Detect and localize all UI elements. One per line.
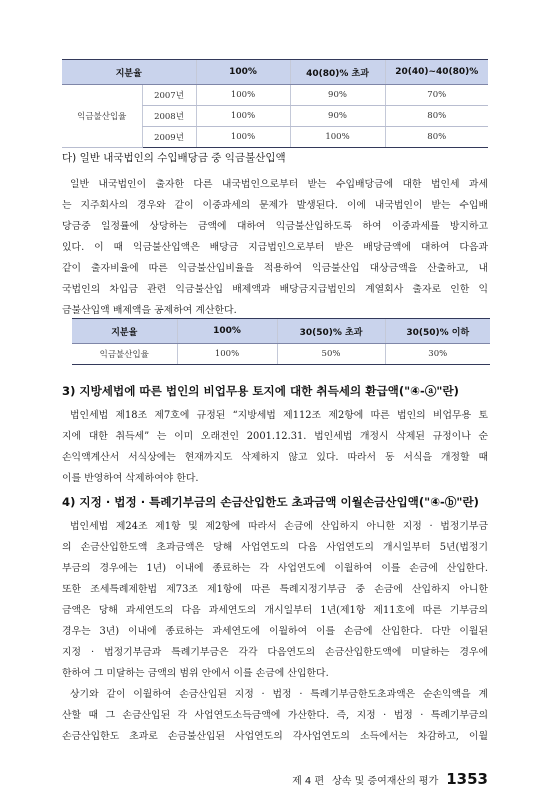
paragraph-line: 산할 때 그 손금산입된 각 사업연도소득금액에 가산한다. 즉, 지정 · 법정 · 특례기부금의 <box>62 710 488 721</box>
table-cell: 90% <box>290 85 385 106</box>
table-header-row <box>72 319 490 344</box>
paragraph-line: 국법인의 차입금 관련 익금불산입 배제액과 배당금지급법인의 계열회사 출자로 인한 익 <box>62 284 488 295</box>
paragraph-line: 일반 내국법인이 출자한 다른 내국법인으로부터 받는 수입배당금에 대한 법인세 과세 <box>70 179 488 190</box>
table-cell: 100% <box>196 106 290 127</box>
row-label: 익금불산입율 <box>72 344 177 365</box>
table-cell: 50% <box>277 344 385 365</box>
section-4-heading: 4) 지정 · 법정 · 특례기부금의 손금산입한도 초과금액 이월손금산입액("④-ⓑ"란) <box>62 495 479 509</box>
paragraph-line: 손익액계산서 서식상에는 현재까지도 삭제하지 않고 있다. 따라서 동 서식을 개정할 때 <box>62 452 488 463</box>
row-group-label: 익금불산입율 <box>62 85 142 148</box>
header-100-percent: 100% <box>177 319 277 344</box>
header-under-30-50: 30(50)% 이하 <box>385 319 490 344</box>
paragraph-line: 는 지주회사의 경우와 같이 이중과세의 문제가 발생된다. 이에 내국법인이 받는 수입배 <box>62 200 488 211</box>
section-4-paragraph <box>62 516 488 747</box>
paragraph-line: 의 손금산입한도액 초과금액은 당해 사업연도의 다음 사업연도의 개시일부터 5년(법정기 <box>62 542 488 553</box>
table-cell: 100% <box>196 127 290 148</box>
section-3-heading: 3) 지방세법에 따른 법인의 비업무용 토지에 대한 취득세의 환급액("④-ⓐ"란) <box>62 384 459 398</box>
header-over-30-50: 30(50)% 초과 <box>277 319 385 344</box>
paragraph-line: 이를 반영하여 삭제하여야 한다. <box>62 473 199 484</box>
paragraph-line: 지정 · 법정기부금과 특례기부금은 각각 다음연도의 손금산입한도액에 미달하는 경우에 <box>62 647 488 658</box>
table-header-row <box>62 60 488 85</box>
header-over-40-80: 40(80)% 초과 <box>290 60 385 85</box>
footer-chapter: 제 4 편 <box>292 776 325 787</box>
table-cell-year: 2008년 <box>142 106 196 127</box>
paragraph-line: 법인세법 제18조 제7호에 규정된 “지방세법 제112조 제2항에 따른 법인의 비업무용 토 <box>70 410 488 421</box>
paragraph-line: 있다. 이 때 익금불산입액은 배당금 지급법인으로부터 받은 배당금액에 대하여 다음과 <box>62 242 488 253</box>
page-footer <box>292 770 488 788</box>
paragraph-line: 법인세법 제24조 제1항 및 제2항에 따라서 손금에 산입하지 아니한 지정 · 법정기부금 <box>70 521 488 532</box>
paragraph-line: 경우는 3년) 이내에 종료하는 과세연도에 이월하여 이를 손금에 산입한다. 다만 이월된 <box>62 626 488 637</box>
header-20-40-to-40-80: 20(40)~40(80)% <box>385 60 488 85</box>
paragraph-line: 당금중 일정률에 상당하는 금액에 대하여 익금불산입하도록 하여 이중과세를 방지하고 <box>62 221 488 232</box>
table-cell: 80% <box>385 106 488 127</box>
paragraph-line: 금불산입액 배제액을 공제하여 계산한다. <box>62 305 237 316</box>
table-cell: 30% <box>385 344 490 365</box>
paragraph-line: 손금산입한도 초과로 손금불산입된 사업연도의 각사업연도의 소득에서는 차감하고, 이월 <box>62 731 488 742</box>
section-3-paragraph <box>62 405 488 489</box>
table-cell: 100% <box>290 127 385 148</box>
table-cell: 100% <box>196 85 290 106</box>
table-cell: 80% <box>385 127 488 148</box>
table-row <box>62 85 488 106</box>
table-row <box>72 344 490 365</box>
dividend-exclusion-rate-table <box>72 318 490 365</box>
section-d-heading: 다) 일반 내국법인의 수입배당금 중 익금불산입액 <box>62 152 286 164</box>
paragraph-line: 상기와 같이 이월하여 손금산입된 지정 · 법정 · 특례기부금한도초과액은 순손익액을 계 <box>70 689 488 700</box>
page-number: 1353 <box>446 770 488 788</box>
header-ownership-ratio: 지분율 <box>62 60 196 85</box>
paragraph-line: 또한 조세특례제한법 제73조 제1항에 따른 특례지정기부금 중 손금에 산입하지 아니한 <box>62 584 488 595</box>
table-cell-year: 2007년 <box>142 85 196 106</box>
paragraph-line: 지에 대한 취득세” 는 이미 오래전인 2001.12.31. 법인세법 개정시 삭제된 규정이나 순 <box>62 431 488 442</box>
table-cell-year: 2009년 <box>142 127 196 148</box>
paragraph-line: 같이 출자비율에 따른 익금불산입비율을 적용하여 익금불산입 대상금액을 산출하고, 내 <box>62 263 488 274</box>
header-100-percent: 100% <box>196 60 290 85</box>
paragraph-line: 한하여 그 미달하는 금액의 범위 안에서 이를 손금에 산입한다. <box>62 668 329 679</box>
footer-title: 상속 및 증여재산의 평가 <box>332 776 439 787</box>
table-cell: 90% <box>290 106 385 127</box>
paragraph-line: 부금의 경우에는 1년) 이내에 종료하는 각 사업연도에 이월하여 이를 손금에 산입한다. <box>62 563 488 574</box>
table-cell: 70% <box>385 85 488 106</box>
section-d-paragraph <box>62 174 488 321</box>
paragraph-line: 금액은 당해 과세연도의 다음 과세연도의 개시일부터 1년(제1항 제11호에 따른 기부금의 <box>62 605 488 616</box>
header-ownership-ratio: 지분율 <box>72 319 177 344</box>
dividend-exclusion-rate-table-by-year <box>62 59 488 148</box>
table-cell: 100% <box>177 344 277 365</box>
